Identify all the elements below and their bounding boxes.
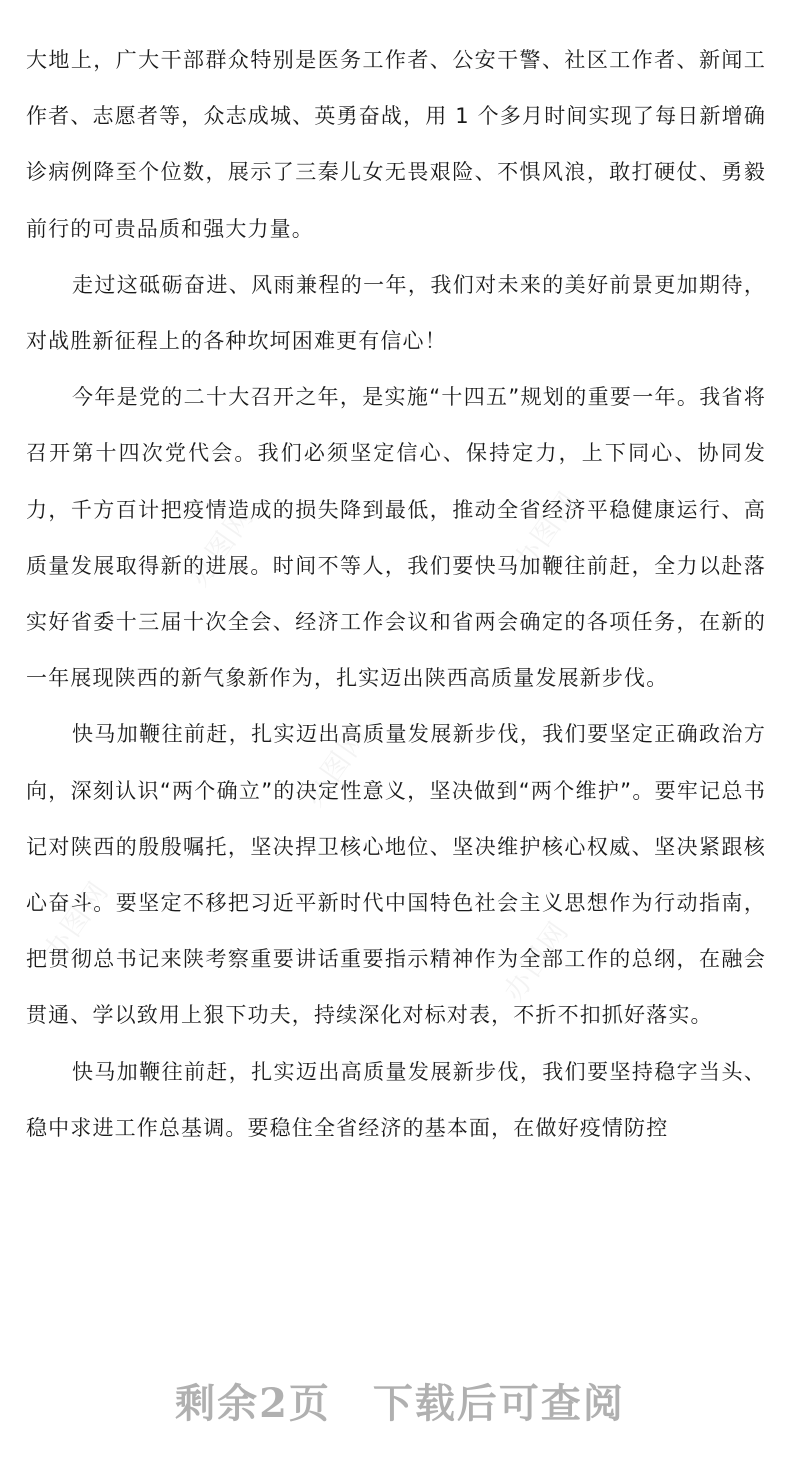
download-hint-label: 下载后可查阅: [372, 1380, 625, 1427]
watermark: 办图网: [506, 484, 586, 578]
paragraph-continued: 大地上，广大干部群众特别是医务工作者、公安干警、社区工作者、新闻工作者、志愿者等，众志成城、英勇奋战，用 1 个多月时间实现了每日新增确诊病例降至个位数，展示了三秦儿女无畏艰险、不惧风浪，敢打硬仗、勇毅前行的可贵品质和强大力量。: [26, 48, 766, 241]
paragraph: 今年是党的二十大召开之年，是实施“十四五”规划的重要一年。我省将召开第十四次党代会。我们必须坚定信心、保持定力，上下同心、协同发力，千方百计把疫情造成的损失降到最低，推动全省经济平稳健康运行、高质量发展取得新的进展。时间不等人，我们要快马加鞭往前赶，全力以赴落实好省委十三届十次全会、经济工作会议和省两会确定的各项任务，在新的一年展现陕西的新气象新作为，扎实迈出陕西高质量发展新步伐。: [26, 385, 766, 691]
paragraph: 快马加鞭往前赶，扎实迈出高质量发展新步伐，我们要坚持稳字当头、稳中求进工作总基调。要稳住全省经济的基本面，在做好疫情防控: [26, 1059, 766, 1140]
remaining-pages-label: 剩余2页: [175, 1380, 331, 1427]
paragraph: 走过这砥砺奋进、风雨兼程的一年，我们对未来的美好前景更加期待，对战胜新征程上的各种坎坷困难更有信心！: [26, 272, 766, 354]
download-prompt-banner[interactable]: [0, 1372, 800, 1429]
watermark: 办图网: [181, 499, 261, 593]
watermark: 办图网: [496, 914, 576, 1008]
watermark: 办图网: [296, 719, 376, 813]
document-body: [26, 32, 766, 1156]
paragraph: 快马加鞭往前赶，扎实迈出高质量发展新步伐，我们要坚定正确政治方向，深刻认识“两个确立”的决定性意义，坚决做到“两个维护”。要牢记总书记对陕西的殷殷嘱托，坚决捍卫核心地位、坚决维护核心权威、坚决紧跟核心奋斗。要坚定不移把习近平新时代中国特色社会主义思想作为行动指南，把贯彻总书记来陕考察重要讲话重要指示精神作为全部工作的总纲，在融会贯通、学以致用上狠下功夫，持续深化对标对表，不折不扣抓好落实。: [26, 722, 766, 1028]
watermark: 办图网: [36, 874, 116, 968]
